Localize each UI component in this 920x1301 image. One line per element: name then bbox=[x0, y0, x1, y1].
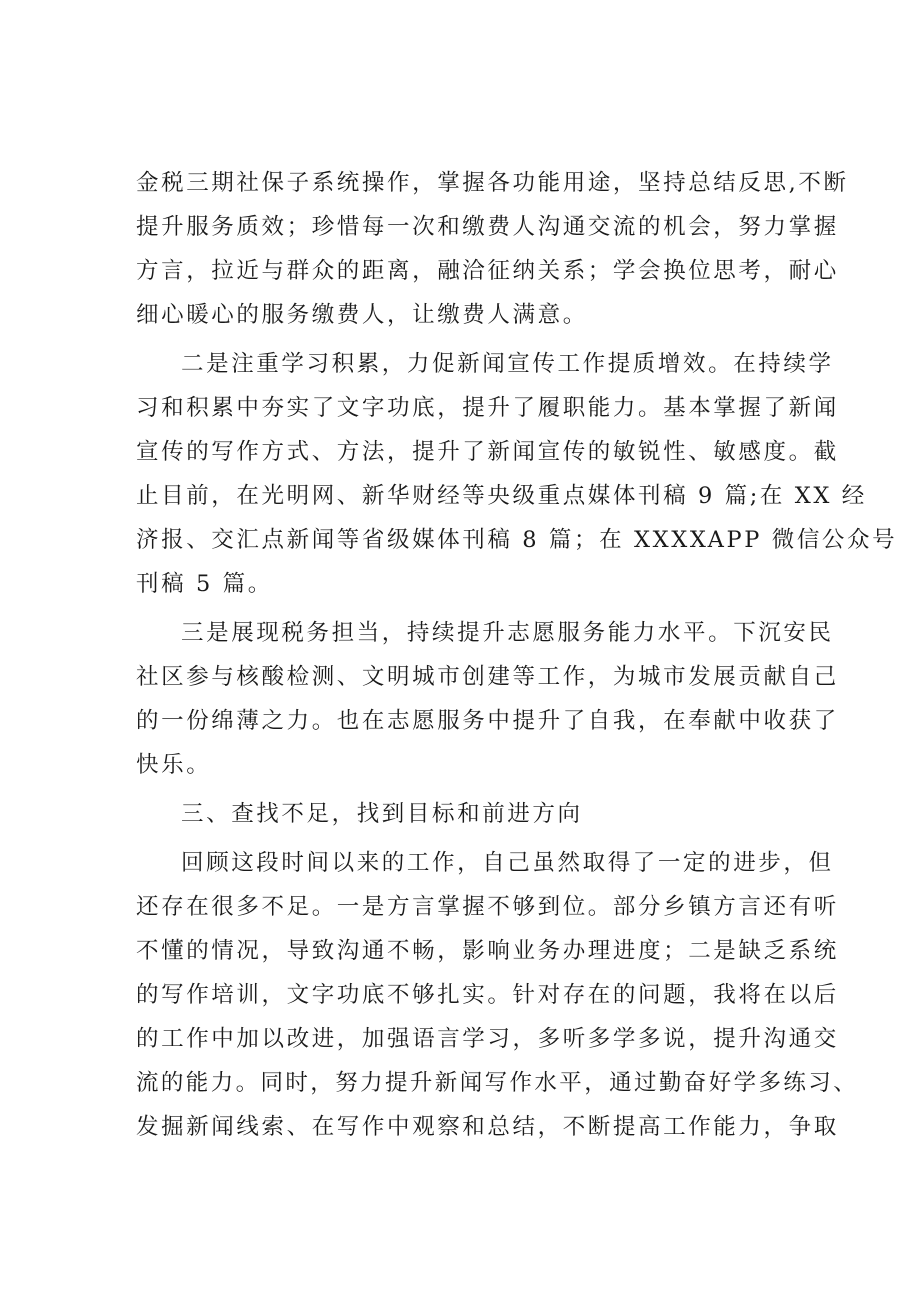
paragraph-line: 的写作培训，文字功底不够扎实。针对存在的问题，我将在以后 bbox=[136, 982, 839, 1008]
paragraph-line: 三是展现税务担当，持续提升志愿服务能力水平。下沉安民 bbox=[181, 620, 834, 646]
paragraph-line: 提升服务质效；珍惜每一次和缴费人沟通交流的机会，努力掌握 bbox=[136, 214, 839, 240]
paragraph-line: 方言，拉近与群众的距离，融洽征纳关系；学会换位思考，耐心 bbox=[136, 258, 839, 284]
paragraph-line: 回顾这段时间以来的工作，自己虽然取得了一定的进步，但 bbox=[181, 850, 834, 876]
section-heading: 三、查找不足，找到目标和前进方向 bbox=[181, 801, 583, 827]
paragraph-line: 宣传的写作方式、方法，提升了新闻宣传的敏锐性、敏感度。截 bbox=[136, 439, 839, 465]
paragraph-line: 还存在很多不足。一是方言掌握不够到位。部分乡镇方言还有听 bbox=[136, 894, 839, 920]
paragraph-line: 不懂的情况，导致沟通不畅，影响业务办理进度；二是缺乏系统 bbox=[136, 938, 839, 964]
paragraph-line: 社区参与核酸检测、文明城市创建等工作，为城市发展贡献自己 bbox=[136, 664, 839, 690]
paragraph-line: 刊稿 5 篇。 bbox=[136, 571, 273, 597]
paragraph-line: 快乐。 bbox=[136, 752, 212, 778]
paragraph-line: 发掘新闻线索、在写作中观察和总结，不断提高工作能力，争取 bbox=[136, 1114, 839, 1140]
paragraph-line: 止目前，在光明网、新华财经等央级重点媒体刊稿 9 篇;在 XX 经 bbox=[136, 483, 867, 509]
paragraph-line: 流的能力。同时，努力提升新闻写作水平，通过勤奋好学多练习、 bbox=[136, 1070, 859, 1096]
paragraph-line: 二是注重学习积累，力促新闻宣传工作提质增效。在持续学 bbox=[181, 351, 834, 377]
paragraph-line: 金税三期社保子系统操作，掌握各功能用途，坚持总结反思,不断 bbox=[136, 170, 849, 196]
paragraph-line: 的一份绵薄之力。也在志愿服务中提升了自我，在奉献中收获了 bbox=[136, 708, 839, 734]
paragraph-line: 细心暖心的服务缴费人，让缴费人满意。 bbox=[136, 302, 588, 328]
paragraph-line: 习和积累中夯实了文字功底，提升了履职能力。基本掌握了新闻 bbox=[136, 395, 839, 421]
paragraph-line: 济报、交汇点新闻等省级媒体刊稿 8 篇；在 XXXXAPP 微信公众号 bbox=[136, 527, 898, 553]
paragraph-line: 的工作中加以改进，加强语言学习，多听多学多说，提升沟通交 bbox=[136, 1026, 839, 1052]
